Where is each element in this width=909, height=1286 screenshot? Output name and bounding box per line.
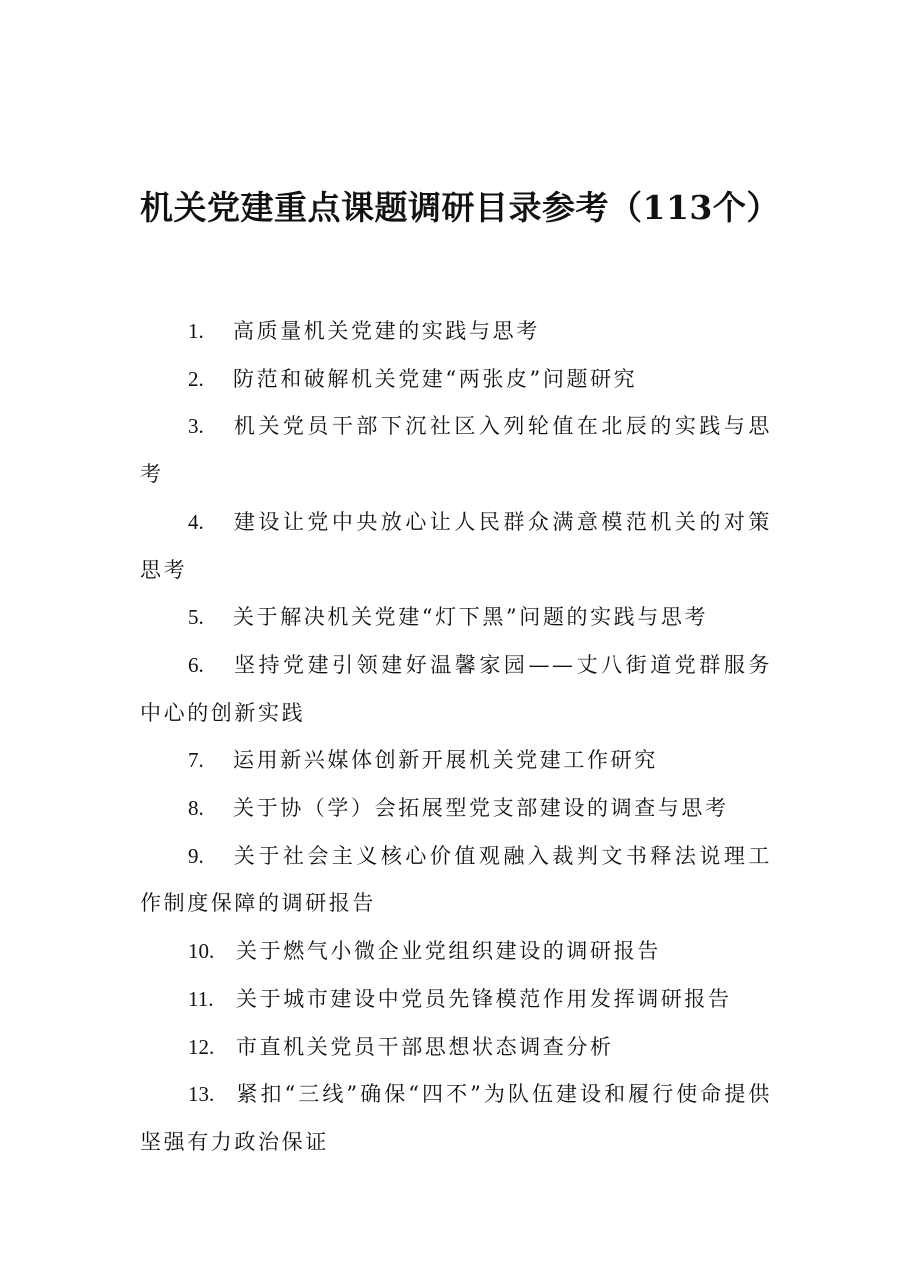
item-number: 7. (188, 748, 204, 773)
item-text: 建设让党中央放心让人民群众满意模范机关的对策思考 (140, 509, 772, 582)
item-number: 3. (188, 414, 204, 439)
item-text: 防范和破解机关党建“两张皮”问题研究 (233, 366, 638, 391)
list-item (140, 308, 772, 356)
item-number: 8. (188, 796, 204, 821)
item-number: 1. (188, 319, 204, 343)
item-text: 关于社会主义核心价值观融入裁判文书释法说理工作制度保障的调研报告 (140, 843, 772, 916)
item-number: 9. (188, 843, 204, 868)
item-text: 高质量机关党建的实践与思考 (233, 319, 540, 343)
item-number: 13. (188, 1082, 215, 1107)
item-number: 10. (188, 939, 215, 964)
item-text: 关于城市建设中党员先锋模范作用发挥调研报告 (236, 986, 732, 1011)
item-number: 6. (188, 652, 204, 677)
list-item (140, 928, 772, 976)
item-number: 5. (188, 605, 204, 630)
item-text: 关于燃气小微企业党组织建设的调研报告 (236, 939, 661, 964)
item-text: 机关党员干部下沉社区入列轮值在北辰的实践与思考 (140, 414, 772, 487)
item-text: 市直机关党员干部思想状态调查分析 (236, 1034, 614, 1059)
item-number: 12. (188, 1034, 215, 1059)
item-number: 2. (188, 366, 204, 391)
list-item (140, 1024, 772, 1072)
list-item (140, 403, 772, 498)
document-title: 机关党建重点课题调研目录参考（113个） (140, 188, 780, 227)
list-item (140, 737, 772, 785)
list-item (140, 356, 772, 404)
item-text: 紧扣“三线”确保“四不”为队伍建设和履行使命提供坚强有力政治保证 (140, 1082, 772, 1154)
item-text: 关于解决机关党建“灯下黑”问题的实践与思考 (233, 605, 709, 630)
topic-list (140, 308, 772, 1167)
item-number: 4. (188, 509, 204, 534)
item-text: 关于协（学）会拓展型党支部建设的调查与思考 (233, 796, 729, 821)
list-item (140, 499, 772, 594)
item-text: 运用新兴媒体创新开展机关党建工作研究 (233, 748, 658, 773)
list-item (140, 833, 772, 928)
list-item (140, 785, 772, 833)
list-item (140, 594, 772, 642)
item-text: 坚持党建引领建好温馨家园——丈八街道党群服务中心的创新实践 (140, 652, 772, 725)
item-number: 11. (188, 986, 214, 1011)
list-item (140, 976, 772, 1024)
list-item (140, 1071, 772, 1166)
list-item (140, 642, 772, 737)
